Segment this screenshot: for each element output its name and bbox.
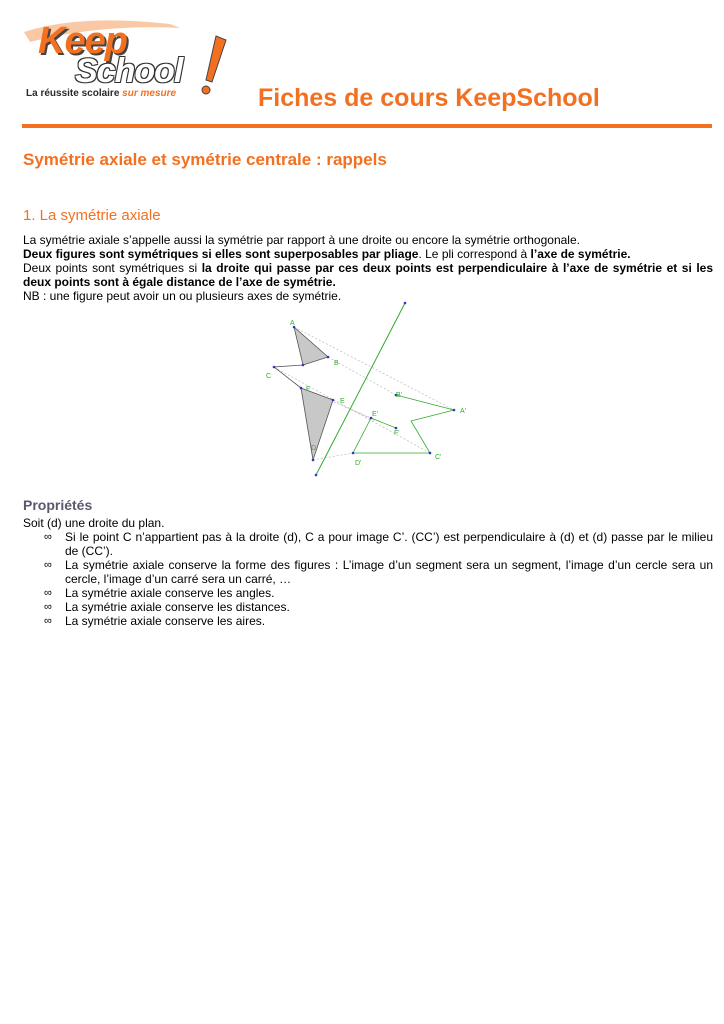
label-F: F — [306, 386, 311, 393]
image-outline — [353, 395, 454, 453]
paragraph-points — [23, 261, 713, 289]
logo-text-school: School — [75, 52, 183, 90]
header-divider — [22, 124, 712, 128]
list-item — [23, 614, 713, 628]
label-D: D — [311, 445, 317, 452]
keepschool-logo[interactable] — [20, 18, 235, 106]
property-text: La symétrie axiale conserve les angles. — [65, 586, 275, 600]
site-title: Fiches de cours KeepSchool — [258, 84, 600, 112]
list-item — [23, 586, 713, 600]
paragraph-definition: La symétrie axiale s’appelle aussi la symétrie par rapport à une droite ou encore la symétrie orthogonale. — [23, 233, 580, 247]
property-text: La symétrie axiale conserve la forme des figures : L’image d’un segment sera un segment, l’image d’un cercle sera un cercle, l’image d’un carré sera un carré, … — [65, 558, 713, 586]
properties-heading: Propriétés — [23, 497, 93, 513]
symmetry-axis — [316, 303, 405, 475]
properties-section — [23, 516, 713, 628]
list-item — [23, 600, 713, 614]
label-E-prime: E' — [372, 411, 379, 418]
label-C: C — [266, 373, 272, 380]
label-B-prime: B' — [396, 392, 403, 399]
label-D-prime: D' — [355, 460, 362, 467]
original-lower-triangle — [301, 388, 333, 460]
article-title: Symétrie axiale et symétrie centrale : rappels — [23, 150, 387, 169]
section-heading-symetrie-axiale: 1. La symétrie axiale — [23, 207, 161, 224]
paragraph-figures — [23, 247, 713, 261]
label-A: A — [290, 320, 295, 327]
bullet-infinity-icon: ∞ — [44, 531, 52, 543]
bold-axe-symetrie: l’axe de symétrie. — [530, 247, 631, 261]
logo-tagline-accent: sur mesure — [122, 88, 177, 99]
label-F-prime: F' — [394, 430, 400, 437]
text-pli: . Le pli correspond à — [418, 247, 531, 261]
label-A-prime: A' — [460, 408, 467, 415]
label-E: E — [340, 398, 345, 405]
property-text: Si le point C n’appartient pas à la droite (d), C a pour image C’. (CC’) est perpendiculaire à (d) et (d) passe par le milieu de (CC’). — [65, 530, 713, 558]
list-item — [23, 530, 713, 558]
original-outline — [274, 365, 303, 388]
text-points-intro: Deux points sont symétriques si — [23, 261, 202, 275]
section-body — [23, 233, 713, 303]
label-B: B — [334, 360, 339, 367]
paragraph-nb: NB : une figure peut avoir un ou plusieurs axes de symétrie. — [23, 289, 342, 303]
property-text: La symétrie axiale conserve les aires. — [65, 614, 266, 628]
property-text: La symétrie axiale conserve les distances. — [65, 600, 290, 614]
label-C-prime: C' — [435, 454, 442, 461]
logo-tagline-main: La réussite scolaire — [26, 88, 120, 99]
bold-points-condition: la droite qui passe par ces deux points est perpendiculaire à l’axe de symétrie et si les deux points sont à égale distance de l’axe de symétrie. — [23, 261, 714, 289]
bullet-infinity-icon: ∞ — [44, 601, 52, 613]
bullet-infinity-icon: ∞ — [44, 587, 52, 599]
bold-figures-superposables: Deux figures sont symétriques si elles sont superposables par pliage — [23, 247, 419, 261]
properties-intro: Soit (d) une droite du plan. — [23, 516, 165, 530]
bullet-infinity-icon: ∞ — [44, 559, 52, 571]
original-upper-triangle — [294, 327, 328, 365]
bullet-infinity-icon: ∞ — [44, 615, 52, 627]
logo-text-keep: Keep — [38, 20, 127, 62]
logo-tagline — [26, 88, 176, 99]
list-item — [23, 558, 713, 586]
properties-list — [23, 530, 713, 628]
axial-symmetry-figure — [258, 295, 488, 485]
